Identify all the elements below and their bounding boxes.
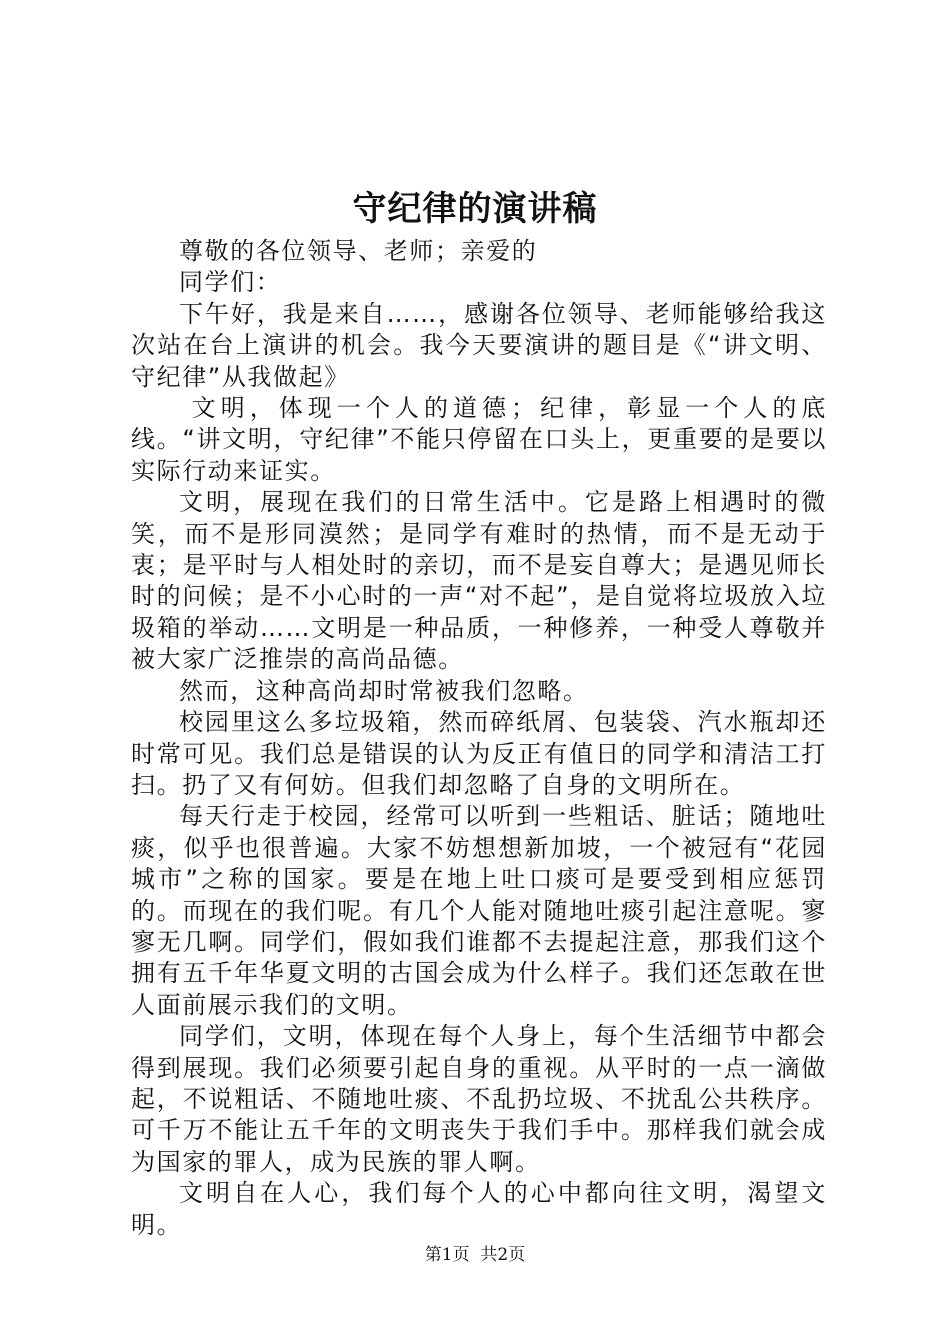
salutation-line: 尊敬的各位领导、老师；亲爱的 [179, 237, 538, 265]
paragraph: 文明，体现一个人的道德；纪律，彰显一个人的底线。“讲文明，守纪律”不能只停留在口头上，更重要的是要以实际行动来证实。 [131, 394, 827, 485]
page-footer: 第1页 共2页 [424, 1245, 526, 1265]
paragraph: 然而，这种高尚却时常被我们忽略。 [179, 676, 589, 705]
paragraph: 文明自在人心，我们每个人的心中都向往文明，渴望文明。 [131, 1179, 827, 1239]
salutation-line: 同学们： [179, 268, 282, 297]
document-title: 守纪律的演讲稿 [352, 189, 598, 229]
paragraph: 同学们，文明，体现在每个人身上，每个生活细节中都会得到展现。我们必须要引起自身的重视。从平时的一点一滴做起，不说粗话、不随地吐痰、不乱扔垃圾、不扰乱公共秩序。可千万不能让五千年的文明丧失于我们手中。那样我们就会成为国家的罪人，成为民族的罪人啊。 [131, 1022, 827, 1176]
paragraph: 文明，展现在我们的日常生活中。它是路上相遇时的微笑，而不是形同漠然；是同学有难时的热情，而不是无动于衷；是平时与人相处时的亲切，而不是妄自尊大；是遇见师长时的问候；是不小心时的一声“对不起”，是自觉将垃圾放入垃圾箱的举动……文明是一种品质，一种修养，一种受人尊敬并被大家广泛推崇的高尚品德。 [131, 488, 827, 674]
paragraph: 校园里这么多垃圾箱，然而碎纸屑、包装袋、汽水瓶却还时常可见。我们总是错误的认为反正有值日的同学和清洁工打扫。扔了又有何妨。但我们却忽略了自身的文明所在。 [131, 708, 827, 799]
document-body [131, 236, 827, 1241]
paragraph: 每天行走于校园，经常可以听到一些粗话、脏话；随地吐痰，似乎也很普遍。大家不妨想想新加坡，一个被冠有“花园城市”之称的国家。要是在地上吐口痰可是要受到相应惩罚的。而现在的我们呢。有几个人能对随地吐痰引起注意呢。寥寥无几啊。同学们，假如我们谁都不去提起注意，那我们这个拥有五千年华夏文明的古国会成为什么样子。我们还怎敢在世人面前展示我们的文明。 [131, 802, 827, 1019]
paragraph: 下午好，我是来自……，感谢各位领导、老师能够给我这次站在台上演讲的机会。我今天要演讲的题目是《“讲文明、守纪律”从我做起》 [131, 299, 827, 391]
